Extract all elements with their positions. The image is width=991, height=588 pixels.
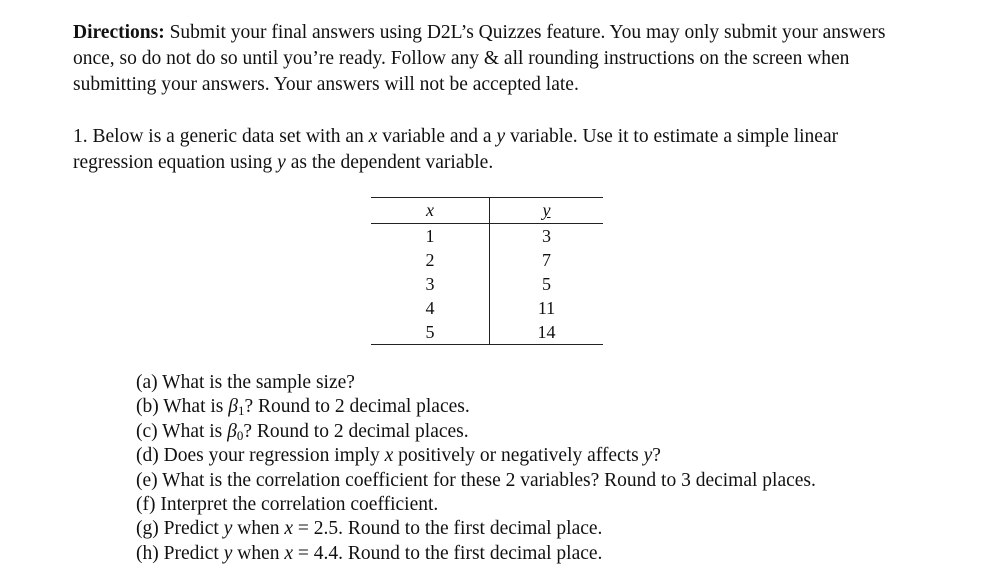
sub-question-e bbox=[136, 469, 816, 493]
header-y-label: y bbox=[542, 200, 551, 220]
question-text-part: as the dependent variable. bbox=[285, 152, 494, 173]
data-table bbox=[371, 197, 603, 345]
sub-question-text: = 2.5. Round to the first decimal place. bbox=[293, 518, 603, 540]
beta-symbol: β bbox=[227, 420, 237, 442]
question-text-part: variable and a bbox=[377, 126, 497, 147]
cell-y: 5 bbox=[542, 273, 551, 294]
cell-x: 3 bbox=[371, 272, 490, 296]
sub-question-text: (d) Does your regression imply bbox=[136, 445, 385, 467]
sub-question-text: (g) Predict bbox=[136, 518, 224, 540]
sub-question-text: (f) Interpret the correlation coefficient. bbox=[136, 494, 439, 516]
sub-question-text: when bbox=[232, 542, 285, 564]
sub-question-text: (a) What is the sample size? bbox=[136, 372, 355, 393]
sub-question-text: (e) What is the correlation coefficient for these 2 variables? Round to 3 decimal places. bbox=[136, 469, 816, 491]
beta-subscript: 1 bbox=[237, 403, 245, 419]
question-text-part: variable. Use it to estimate a simple linear regression equation using bbox=[73, 126, 839, 173]
cell-y: 3 bbox=[542, 225, 551, 246]
cell-y: 14 bbox=[490, 320, 604, 345]
table-row bbox=[371, 248, 603, 272]
variable-y: y bbox=[643, 445, 653, 467]
table-row bbox=[371, 296, 603, 320]
directions-text: Submit your final answers using D2L’s Quizzes feature. You may only submit your answers once, so do not do so until you’re ready. Follow any & all rounding instructions on the screen when submitting your answers. Your answers will not be accepted late. bbox=[73, 22, 886, 95]
cell-x: 5 bbox=[371, 320, 490, 345]
sub-question-text: (h) Predict bbox=[136, 542, 224, 564]
header-x: x bbox=[371, 198, 490, 224]
sub-question-a bbox=[136, 371, 816, 395]
variable-y: y bbox=[277, 152, 286, 173]
beta-symbol: β bbox=[228, 396, 238, 418]
beta-subscript: 0 bbox=[236, 427, 244, 443]
variable-x: x bbox=[368, 126, 378, 147]
sub-question-text: ? Round to 2 decimal places. bbox=[243, 420, 469, 442]
sub-question-b bbox=[136, 395, 816, 419]
sub-question-text: (c) What is bbox=[136, 420, 228, 442]
header-y bbox=[490, 198, 604, 224]
variable-y: y bbox=[496, 126, 506, 147]
table-row bbox=[371, 224, 603, 249]
sub-question-list bbox=[136, 371, 816, 566]
table-row bbox=[371, 272, 603, 296]
variable-y: y bbox=[223, 518, 233, 540]
sub-question-text: = 4.4. Round to the first decimal place. bbox=[293, 542, 603, 564]
variable-y: y bbox=[223, 542, 233, 564]
cell-y: 7 bbox=[542, 249, 551, 270]
question-1-prompt bbox=[73, 124, 913, 176]
variable-x: x bbox=[284, 518, 294, 540]
cell-x: 2 bbox=[371, 248, 490, 272]
cell-y: 11 bbox=[537, 297, 556, 318]
sub-question-g bbox=[136, 517, 816, 541]
sub-question-text: when bbox=[232, 518, 285, 540]
sub-question-d bbox=[136, 444, 816, 468]
sub-question-f bbox=[136, 493, 816, 517]
variable-x: x bbox=[384, 445, 394, 467]
sub-question-text: ? bbox=[652, 445, 661, 467]
sub-question-text: (b) What is bbox=[136, 396, 229, 418]
variable-x: x bbox=[284, 542, 294, 564]
sub-question-text: ? Round to 2 decimal places. bbox=[244, 396, 470, 418]
sub-question-text: positively or negatively affects bbox=[393, 445, 644, 467]
table-row bbox=[371, 320, 603, 345]
cell-x: 1 bbox=[371, 224, 490, 249]
question-text-part: 1. Below is a generic data set with an bbox=[73, 126, 369, 147]
cell-x: 4 bbox=[371, 296, 490, 320]
table-header-row bbox=[371, 198, 603, 224]
directions-paragraph bbox=[73, 20, 913, 98]
sub-question-h bbox=[136, 542, 816, 566]
directions-label: Directions: bbox=[73, 22, 165, 43]
sub-question-c bbox=[136, 420, 816, 444]
